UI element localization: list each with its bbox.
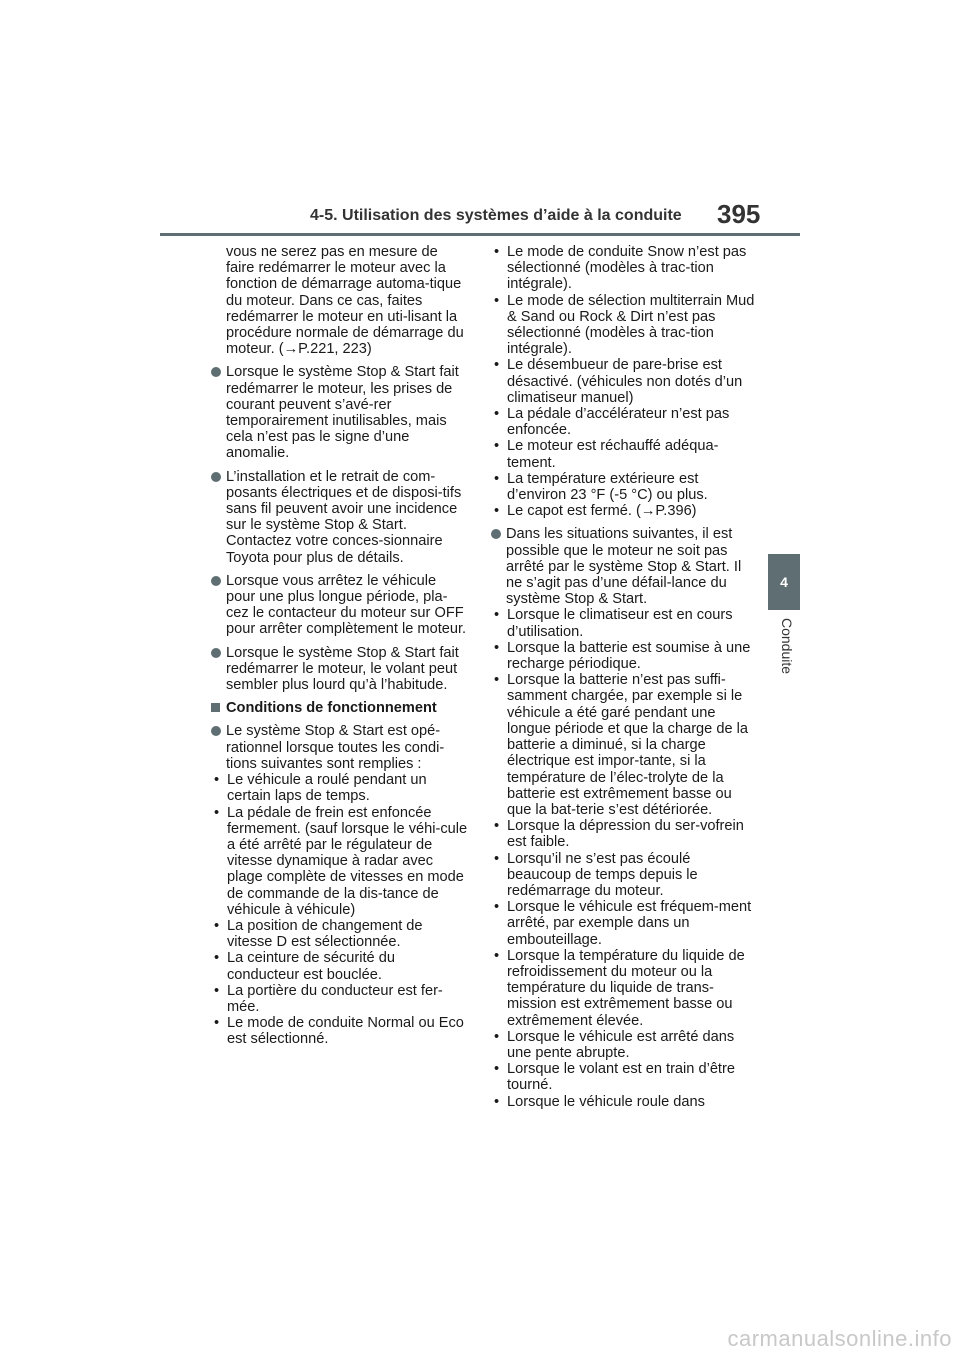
right-column	[490, 244, 758, 1117]
header-rule	[160, 233, 800, 236]
bullet-dot-icon	[211, 576, 221, 586]
list-item: • Lorsque le véhicule est fréquem-ment arrêté, par exemple dans un embouteillage.	[490, 899, 758, 948]
chapter-tab	[768, 554, 800, 610]
list-item: • Lorsque le climatiseur est en cours d’utilisation.	[490, 607, 758, 639]
list-item: • Lorsque le véhicule roule dans	[490, 1094, 758, 1110]
watermark: carmanualsonline.info	[727, 1326, 952, 1351]
bullet-paragraph: Lorsque le système Stop & Start fait redémarrer le moteur, les prises de courant peuvent s’avé-rer temporairement inutilisables, mais cela n’est pas le signe d’une anomalie.	[210, 364, 468, 461]
chapter-number: 4	[780, 574, 788, 590]
bullet-paragraph: Le système Stop & Start est opé-rationnel lorsque toutes les condi-tions suivantes sont remplies :	[210, 723, 468, 772]
list-item: • La portière du conducteur est fer-mée.	[210, 983, 468, 1015]
section-title: 4-5. Utilisation des systèmes d’aide à la conduite	[310, 207, 682, 224]
paragraph: vous ne serez pas en mesure de faire redémarrer le moteur avec la fonction de démarrage automa-tique du moteur. Dans ce cas, faites redémarrer le moteur en uti-lisant la procédure normale de démarrage du moteur. (→P.221, 223)	[226, 244, 464, 358]
bullet-dot-icon	[211, 367, 221, 377]
list-item: • Le désembueur de pare-brise est désactivé. (véhicules non dotés d’un climatiseur manuel)	[490, 357, 758, 406]
list-item: • La température extérieure est d’environ 23 °F (-5 °C) ou plus.	[490, 471, 758, 503]
bullet-dot-icon	[211, 648, 221, 658]
bullet-paragraph: Lorsque vous arrêtez le véhicule pour une plus longue période, pla-cez le contacteur du moteur sur OFF pour arrêter complètement le moteur.	[210, 573, 468, 638]
bullet-paragraph: Lorsque le système Stop & Start fait redémarrer le moteur, le volant peut sembler plus lourd qu’à l’habitude.	[210, 645, 468, 694]
list-item: • Le mode de conduite Normal ou Eco est sélectionné.	[210, 1015, 468, 1047]
list-item: • Le moteur est réchauffé adéqua-tement.	[490, 438, 758, 470]
list-item: • La ceinture de sécurité du conducteur est bouclée.	[210, 950, 468, 982]
list-item: • Le capot est fermé. (→P.396)	[490, 503, 758, 519]
bullet-paragraph: Dans les situations suivantes, il est possible que le moteur ne soit pas arrêté par le système Stop & Start. Il ne s’agit pas d’une défail-lance du système Stop & Start.	[490, 526, 758, 607]
page-number: 395	[717, 199, 761, 229]
sub-list	[490, 244, 758, 519]
bullet-dot-icon	[491, 529, 501, 539]
list-item: • Lorsque le volant est en train d’être tourné.	[490, 1061, 758, 1093]
bullet-paragraph: L’installation et le retrait de com-posants électriques et de disposi-tifs sans fil peuvent avoir une incidence sur le système Stop & Start. Contactez votre conces-sionnaire Toyota pour plus de détails.	[210, 469, 468, 566]
bullet-dot-icon	[211, 726, 221, 736]
list-item: • Lorsqu’il ne s’est pas écoulé beaucoup de temps depuis le redémarrage du moteur.	[490, 851, 758, 900]
left-column	[210, 244, 468, 1055]
sub-list	[210, 772, 468, 1047]
list-item: • Le véhicule a roulé pendant un certain laps de temps.	[210, 772, 468, 804]
list-item: • La pédale de frein est enfoncée fermement. (sauf lorsque le véhi-cule a été arrêté par le régulateur de vitesse dynamique à radar avec plage complète de vitesses en mode de commande de la dis-tance de véhicule à véhicule)	[210, 805, 468, 918]
list-item: • La position de changement de vitesse D est sélectionnée.	[210, 918, 468, 950]
heading-square-icon	[211, 703, 220, 712]
chapter-label: Conduite	[779, 618, 795, 675]
list-item: • Lorsque la batterie est soumise à une recharge périodique.	[490, 640, 758, 672]
section-heading: Conditions de fonctionnement	[210, 700, 468, 716]
list-item: • Le mode de sélection multiterrain Mud & Sand ou Rock & Dirt n’est pas sélectionné (modèles à trac-tion intégrale).	[490, 293, 758, 358]
sub-list	[490, 607, 758, 1109]
list-item: • La pédale d’accélérateur n’est pas enfoncée.	[490, 406, 758, 438]
list-item: • Lorsque la batterie n’est pas suffi-samment chargée, par exemple si le véhicule a été garé pendant une longue période et que la charge de la batterie a diminué, si la charge électrique est impor-tante, si la température de l’élec-trolyte de la batterie est extrêmement basse ou que la bat-terie s’est détériorée.	[490, 672, 758, 818]
list-item: • Lorsque la température du liquide de refroidissement du moteur ou la température du liquide de trans-mission est extrêmement basse ou extrêmement élevée.	[490, 948, 758, 1029]
bullet-dot-icon	[211, 472, 221, 482]
list-item: • Lorsque le véhicule est arrêté dans une pente abrupte.	[490, 1029, 758, 1061]
list-item: • Le mode de conduite Snow n’est pas sélectionné (modèles à trac-tion intégrale).	[490, 244, 758, 293]
list-item: • Lorsque la dépression du ser-vofrein est faible.	[490, 818, 758, 850]
